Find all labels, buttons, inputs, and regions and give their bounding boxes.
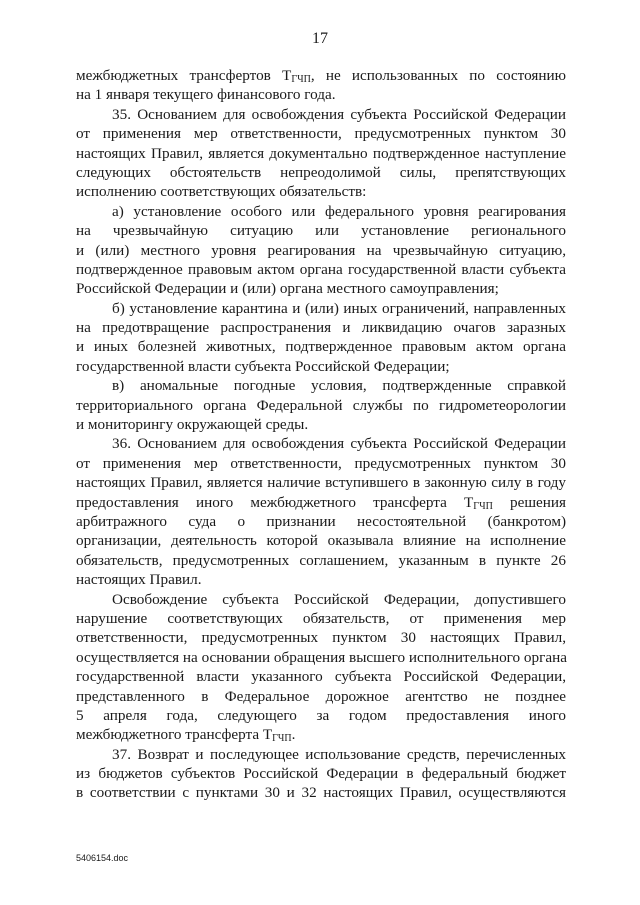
text-line-content: настоящих Правил, является документально подтвержденное наступление — [76, 144, 566, 162]
text-line-tail: . — [291, 726, 296, 744]
text-line-content: 35. Основанием для освобождения субъекта Российской Федерации — [112, 105, 566, 123]
text-line — [76, 163, 566, 182]
text-line-content: предоставления иного межбюджетного трансферта T — [76, 493, 474, 511]
text-line — [76, 667, 566, 686]
text-line-content: следующих обстоятельств непреодолимой силы, препятствующих — [76, 163, 566, 181]
file-name-footer: 5406154.doc — [76, 853, 129, 863]
text-line-content: 36. Основанием для освобождения субъекта Российской Федерации — [112, 435, 566, 453]
text-line-content: нарушение соответствующих обязательств, от применения мер — [76, 609, 566, 627]
text-line — [76, 745, 566, 764]
text-line — [76, 628, 566, 647]
text-line — [76, 609, 566, 628]
text-line-content: а) установление особого или федерального уровня реагирования — [112, 202, 566, 220]
text-line — [76, 590, 566, 609]
text-line-content: представленного в Федеральное дорожное агентство не позднее — [76, 687, 566, 705]
text-line — [76, 299, 566, 318]
text-line — [76, 85, 566, 104]
document-body — [76, 66, 566, 803]
text-line-content: на чрезвычайную ситуацию или установление регионального — [76, 222, 566, 240]
text-line-content: на 1 января текущего финансового года. — [76, 86, 336, 104]
text-line-tail: , не использованных по состоянию — [310, 67, 566, 84]
subscript: ГЧП — [272, 733, 292, 745]
text-line — [76, 376, 566, 395]
text-line — [76, 105, 566, 124]
text-line — [76, 260, 566, 279]
text-line — [76, 337, 566, 356]
text-line — [76, 357, 566, 376]
text-line — [76, 648, 566, 667]
text-line-tail: решения — [492, 493, 566, 511]
text-line-content: настоящих Правил. — [76, 571, 202, 589]
text-line — [76, 318, 566, 337]
text-line-content: в) аномальные погодные условия, подтвержденные справкой — [112, 377, 566, 395]
text-line — [76, 570, 566, 589]
text-line — [76, 706, 566, 725]
text-line-content: межбюджетных трансфертов T — [76, 67, 292, 84]
text-line-content: и иных болезней животных, подтвержденное правовым актом органа — [76, 338, 566, 356]
text-line-content: от применения мер ответственности, предусмотренных пунктом 30 — [76, 125, 566, 143]
text-line-content: территориального органа Федеральной службы по гидрометеорологии — [76, 396, 566, 414]
text-line — [76, 144, 566, 163]
text-line-content: ответственности, предусмотренных пунктом 30 настоящих Правил, — [76, 629, 566, 647]
text-line — [76, 396, 566, 415]
text-line-content: межбюджетного трансферта T — [76, 726, 273, 744]
text-line — [76, 434, 566, 453]
text-line — [76, 202, 566, 221]
text-line-content: на предотвращение распространения и ликвидацию очагов заразных — [76, 319, 566, 337]
text-line-content: государственной власти указанного субъекта Российской Федерации, — [76, 668, 566, 686]
text-line-content: подтвержденное правовым актом органа государственной власти субъекта — [76, 260, 566, 278]
text-line — [76, 221, 566, 240]
text-line — [76, 764, 566, 783]
text-line — [76, 725, 566, 744]
text-line-content: Освобождение субъекта Российской Федерации, допустившего — [112, 590, 566, 608]
text-line-content: от применения мер ответственности, предусмотренных пунктом 30 — [76, 454, 566, 472]
text-line-content: 37. Возврат и последующее использование средств, перечисленных — [112, 745, 566, 763]
text-line — [76, 783, 566, 802]
text-line-content: из бюджетов субъектов Российской Федерации в федеральный бюджет — [76, 765, 566, 783]
text-line — [76, 454, 566, 473]
text-line-content: организации, деятельность которой оказывала влияние на исполнение — [76, 532, 566, 550]
text-line-content: в соответствии с пунктами 30 и 32 настоящих Правил, осуществляются — [76, 784, 566, 802]
text-line — [76, 531, 566, 550]
page-number: 17 — [312, 30, 328, 47]
text-line-content: государственной власти субъекта Российской Федерации; — [76, 357, 450, 375]
text-line-content: и (или) местного уровня реагирования на чрезвычайную ситуацию, — [76, 241, 566, 259]
text-line-content: 5 апреля года, следующего за годом предоставления иного — [76, 706, 566, 724]
text-line — [76, 493, 566, 512]
text-line — [76, 415, 566, 434]
text-line-content: и мониторингу окружающей среды. — [76, 416, 309, 434]
text-line — [76, 473, 566, 492]
text-line — [76, 512, 566, 531]
text-line — [76, 279, 566, 298]
text-line — [76, 182, 566, 201]
text-line-content: обязательств, предусмотренных соглашением, указанным в пункте 26 — [76, 551, 566, 569]
text-line-content: исполнению соответствующих обязательств: — [76, 183, 367, 201]
subscript: ГЧП — [473, 500, 493, 512]
text-line-content: Российской Федерации и (или) органа местного самоуправления; — [76, 280, 499, 298]
text-line-content: арбитражного суда о признании несостоятельной (банкротом) — [76, 512, 566, 530]
text-line-content: осуществляется на основании обращения высшего исполнительного органа — [76, 648, 567, 666]
text-line — [76, 124, 566, 143]
text-line-content: б) установление карантина и (или) иных ограничений, направленных — [112, 299, 566, 317]
text-line — [76, 241, 566, 260]
text-line — [76, 687, 566, 706]
text-line-content: настоящих Правил, является наличие вступившего в законную силу в году — [76, 474, 566, 492]
subscript: ГЧП — [291, 74, 311, 85]
text-line — [76, 551, 566, 570]
text-line — [76, 66, 566, 85]
